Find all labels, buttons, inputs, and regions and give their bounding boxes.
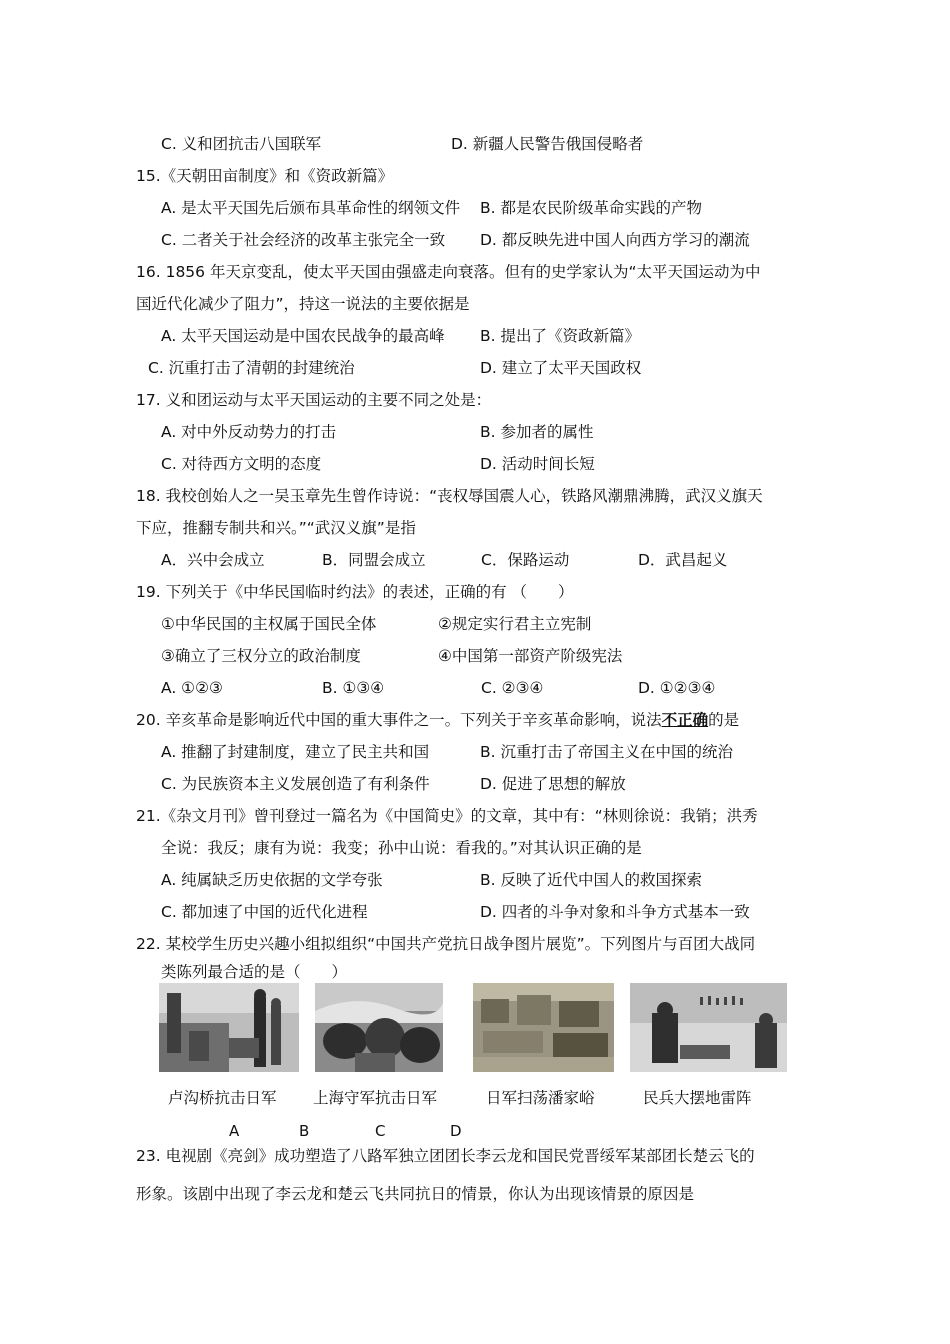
q20-option-d: D. 促进了思想的解放 xyxy=(480,775,626,793)
q16-stem-line2: 国近代化减少了阻力”，持这一说法的主要依据是 xyxy=(136,295,470,313)
q20-stem-emphasis: 不正确 xyxy=(661,711,709,729)
q20-option-b: B. 沉重打击了帝国主义在中国的统治 xyxy=(480,743,733,761)
q21-option-b: B. 反映了近代中国人的救国探索 xyxy=(480,871,702,889)
photo-caption-a: 卢沟桥抗击日军 xyxy=(168,1089,277,1107)
q18-option-a: A．兴中会成立 xyxy=(161,551,265,569)
q23-stem-line2: 形象。该剧中出现了李云龙和楚云飞共同抗日的情景，你认为出现该情景的原因是 xyxy=(136,1185,695,1203)
q17-stem: 17. 义和团运动与太平天国运动的主要不同之处是： xyxy=(136,391,492,409)
q20-stem-post: 的是 xyxy=(708,711,740,729)
q19-option-a: A. ①②③ xyxy=(161,679,223,697)
q18-option-d: D．武昌起义 xyxy=(638,551,728,569)
q17-option-c: C. 对待西方文明的态度 xyxy=(161,455,322,473)
q16-stem-line1: 16. 1856 年天京变乱，使太平天国由强盛走向衰落。但有的史学家认为“太平天国运动为中 xyxy=(136,263,761,281)
q16-option-c: C. 沉重打击了清朝的封建统治 xyxy=(148,359,355,377)
photo-lugou-bridge xyxy=(159,983,299,1072)
q18-option-c: C．保路运动 xyxy=(481,551,570,569)
photo-letter-a: A xyxy=(229,1122,240,1140)
q15-option-b: B. 都是农民阶级革命实践的产物 xyxy=(480,199,702,217)
q16-option-d: D. 建立了太平天国政权 xyxy=(480,359,642,377)
q23-stem-line1: 23. 电视剧《亮剑》成功塑造了八路军独立团团长李云龙和国民党晋绥军某部团长楚云飞的 xyxy=(136,1147,755,1165)
photo-letter-b: B xyxy=(299,1122,310,1140)
q17-option-d: D. 活动时间长短 xyxy=(480,455,595,473)
q19-option-c: C. ②③④ xyxy=(481,679,544,697)
q18-option-b: B．同盟会成立 xyxy=(322,551,426,569)
q19-statement-4: ④中国第一部资产阶级宪法 xyxy=(438,647,623,665)
q19-statement-2: ②规定实行君主立宪制 xyxy=(438,615,592,633)
q17-option-a: A. 对中外反动势力的打击 xyxy=(161,423,337,441)
q21-stem-line1: 21.《杂文月刊》曾刊登过一篇名为《中国简史》的文章，其中有：“林则徐说：我销；洪秀 xyxy=(136,807,758,825)
photo-caption-c: 日军扫荡潘家峪 xyxy=(486,1089,595,1107)
q19-option-d: D. ①②③④ xyxy=(638,679,716,697)
q19-option-b: B. ①③④ xyxy=(322,679,385,697)
q21-option-c: C. 都加速了中国的近代化进程 xyxy=(161,903,368,921)
q21-option-a: A. 纯属缺乏历史依据的文学夸张 xyxy=(161,871,383,889)
q17-option-b: B. 参加者的属性 xyxy=(480,423,594,441)
q19-statement-3: ③确立了三权分立的政治制度 xyxy=(161,647,361,665)
photo-militia-landmines xyxy=(630,983,787,1072)
q20-stem xyxy=(136,710,739,730)
q18-stem-line2: 下应，推翻专制共和兴。”“武汉义旗”是指 xyxy=(136,519,416,537)
q22-stem-line2: 类陈列最合适的是（ ） xyxy=(161,963,348,981)
q15-option-d: D. 都反映先进中国人向西方学习的潮流 xyxy=(480,231,750,249)
q15-option-a: A. 是太平天国先后颁布具革命性的纲领文件 xyxy=(161,199,461,217)
q22-stem-line1: 22. 某校学生历史兴趣小组拟组织“中国共产党抗日战争图片展览”。下列图片与百团大战同 xyxy=(136,935,756,953)
q20-option-c: C. 为民族资本主义发展创造了有利条件 xyxy=(161,775,430,793)
q15-stem: 15.《天朝田亩制度》和《资政新篇》 xyxy=(136,167,394,185)
q19-stem: 19. 下列关于《中华民国临时约法》的表述，正确的有 （ ） xyxy=(136,583,574,601)
q21-stem-line2: 全说：我反；康有为说：我变；孙中山说：看我的。”对其认识正确的是 xyxy=(161,839,642,857)
q16-option-b: B. 提出了《资政新篇》 xyxy=(480,327,640,345)
photo-caption-d: 民兵大摆地雷阵 xyxy=(643,1089,752,1107)
q16-option-a: A. 太平天国运动是中国农民战争的最高峰 xyxy=(161,327,445,345)
q20-stem-pre: 20. 辛亥革命是影响近代中国的重大事件之一。下列关于辛亥革命影响，说法 xyxy=(136,711,662,729)
q14-option-c: C. 义和团抗击八国联军 xyxy=(161,135,322,153)
q15-option-c: C. 二者关于社会经济的改革主张完全一致 xyxy=(161,231,446,249)
q20-option-a: A. 推翻了封建制度，建立了民主共和国 xyxy=(161,743,430,761)
photo-caption-b: 上海守军抗击日军 xyxy=(313,1089,438,1107)
q19-statement-1: ①中华民国的主权属于国民全体 xyxy=(161,615,377,633)
photo-letter-c: C xyxy=(375,1122,386,1140)
photo-panjiayu-raid xyxy=(473,983,614,1072)
q21-option-d: D. 四者的斗争对象和斗争方式基本一致 xyxy=(480,903,750,921)
q14-option-d: D. 新疆人民警告俄国侵略者 xyxy=(451,135,644,153)
photo-letter-d: D xyxy=(450,1122,462,1140)
photo-shanghai-defenders xyxy=(315,983,443,1072)
q18-stem-line1: 18. 我校创始人之一吴玉章先生曾作诗说：“丧权辱国震人心，铁路风潮鼎沸腾，武汉义旗天 xyxy=(136,487,763,505)
